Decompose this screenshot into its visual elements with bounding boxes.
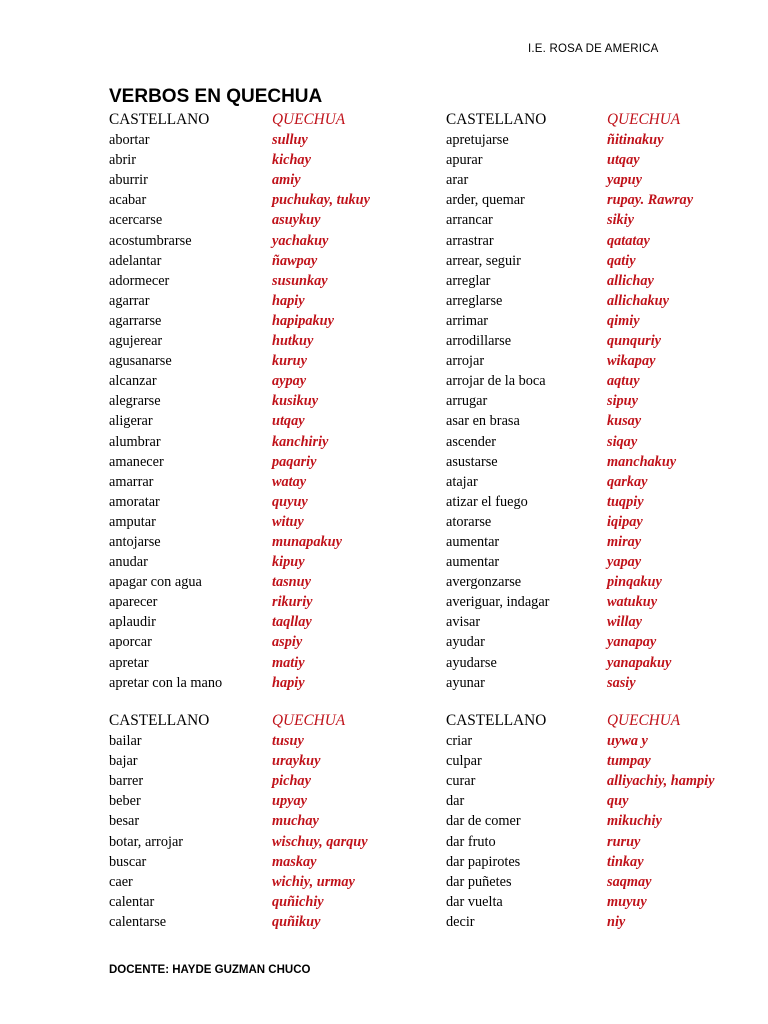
quechua-verb: yapuy [607, 172, 642, 189]
quechua-verb: utqay [272, 413, 305, 430]
castellano-verb: alumbrar [109, 433, 161, 450]
castellano-verb: aumentar [446, 533, 500, 550]
castellano-verb: dar puñetes [446, 873, 512, 890]
castellano-verb: ascender [446, 433, 497, 450]
quechua-verb: miray [607, 533, 642, 550]
castellano-verb: dar fruto [446, 833, 496, 850]
castellano-verb: arrear, seguir [446, 252, 521, 269]
quechua-verb: paqariy [272, 453, 317, 470]
quechua-verb: wischuy, qarquy [272, 833, 368, 850]
castellano-verb: aparecer [109, 594, 158, 611]
quechua-verb: kusay [607, 413, 642, 430]
castellano-verb: arrimar [446, 312, 489, 329]
castellano-verb: beber [109, 793, 141, 810]
quechua-verb: sikiy [607, 212, 635, 229]
quechua-verb: tinkay [607, 853, 644, 870]
quechua-verb: allichay [607, 272, 654, 289]
castellano-verb: bajar [109, 753, 138, 770]
castellano-verb: arrojar de la boca [446, 373, 546, 390]
castellano-verb: asustarse [446, 453, 498, 470]
quechua-verb: hapipakuy [272, 312, 334, 329]
castellano-verb: amputar [109, 513, 156, 530]
castellano-verb: buscar [109, 853, 147, 870]
castellano-verb: atorarse [446, 513, 492, 530]
castellano-verb: acercarse [109, 212, 163, 229]
quechua-verb: hapiy [272, 292, 305, 309]
castellano-verb: apretar con la mano [109, 674, 223, 691]
column-header-castellano: CASTELLANO [446, 111, 547, 128]
castellano-verb: arrojar [446, 353, 485, 370]
quechua-verb: amiy [272, 172, 301, 189]
quechua-verb: pinqakuy [607, 574, 662, 591]
quechua-verb: wichiy, urmay [272, 873, 355, 890]
castellano-verb: avergonzarse [446, 574, 522, 591]
castellano-verb: averiguar, indagar [446, 594, 550, 611]
quechua-verb: muchay [272, 813, 319, 830]
castellano-verb: calentar [109, 893, 155, 910]
castellano-verb: apagar con agua [109, 574, 202, 591]
quechua-verb: kuruy [272, 353, 307, 370]
quechua-verb: quñichiy [272, 893, 324, 910]
quechua-verb: wikapay [607, 353, 656, 370]
quechua-verb: qarkay [607, 473, 648, 490]
quechua-verb: qatatay [607, 232, 650, 249]
quechua-verb: saqmay [607, 873, 652, 890]
castellano-verb: abrir [109, 152, 136, 169]
castellano-verb: aligerar [109, 413, 153, 430]
quechua-verb: rikuriy [272, 594, 313, 611]
quechua-verb: willay [607, 614, 642, 631]
quechua-verb: hapiy [272, 674, 305, 691]
castellano-verb: agarrar [109, 292, 150, 309]
quechua-verb: wituy [272, 513, 304, 530]
column-header-quechua: QUECHUA [272, 712, 346, 729]
castellano-verb: dar vuelta [446, 893, 503, 910]
castellano-verb: atizar el fuego [446, 493, 528, 510]
quechua-verb: kusikuy [272, 393, 319, 410]
school-name: I.E. ROSA DE AMERICA [528, 43, 659, 55]
quechua-verb: pichay [272, 773, 311, 790]
quechua-verb: qunquriy [607, 333, 662, 350]
quechua-verb: taqllay [272, 614, 312, 631]
quechua-verb: kanchiriy [272, 433, 329, 450]
castellano-verb: acabar [109, 192, 147, 209]
quechua-verb: quñikuy [272, 913, 321, 930]
castellano-verb: adelantar [109, 252, 162, 269]
quechua-verb: uraykuy [272, 753, 321, 770]
quechua-verb: tasnuy [272, 574, 311, 591]
castellano-verb: aburrir [109, 172, 148, 189]
quechua-verb: yanapay [607, 634, 657, 651]
quechua-verb: asuykuy [272, 212, 321, 229]
castellano-verb: dar [446, 793, 465, 810]
castellano-verb: arrodillarse [446, 333, 512, 350]
castellano-verb: besar [109, 813, 140, 830]
castellano-verb: aporcar [109, 634, 152, 651]
castellano-verb: dar de comer [446, 813, 521, 830]
castellano-verb: adormecer [109, 272, 170, 289]
column-header-castellano: CASTELLANO [446, 712, 547, 729]
quechua-verb: allichakuy [607, 292, 669, 309]
quechua-verb: utqay [607, 152, 640, 169]
quechua-verb: ñawpay [272, 252, 318, 269]
quechua-verb: sulluy [272, 132, 308, 149]
column-header-quechua: QUECHUA [272, 111, 346, 128]
castellano-verb: avisar [446, 614, 481, 631]
castellano-verb: apretujarse [446, 132, 509, 149]
quechua-verb: qimiy [607, 312, 640, 329]
quechua-verb: ruruy [607, 833, 641, 850]
castellano-verb: arrugar [446, 393, 488, 410]
castellano-verb: barrer [109, 773, 144, 790]
castellano-verb: arar [446, 172, 469, 189]
quechua-verb: tumpay [607, 753, 651, 770]
column-header-quechua: QUECHUA [607, 111, 681, 128]
castellano-verb: caer [109, 873, 133, 890]
column-header-castellano: CASTELLANO [109, 712, 210, 729]
castellano-verb: antojarse [109, 533, 161, 550]
column-header-castellano: CASTELLANO [109, 111, 210, 128]
castellano-verb: apurar [446, 152, 483, 169]
quechua-verb: watukuy [607, 594, 658, 611]
castellano-verb: asar en brasa [446, 413, 520, 430]
castellano-verb: acostumbrarse [109, 232, 192, 249]
column-header-quechua: QUECHUA [607, 712, 681, 729]
quechua-verb: upyay [272, 793, 307, 810]
quechua-verb: kipuy [272, 554, 305, 571]
castellano-verb: ayunar [446, 674, 485, 691]
quechua-verb: aypay [272, 373, 307, 390]
castellano-verb: atajar [446, 473, 478, 490]
quechua-verb: quy [607, 793, 629, 810]
quechua-verb: ñitinakuy [607, 132, 664, 149]
castellano-verb: alcanzar [109, 373, 157, 390]
castellano-verb: curar [446, 773, 476, 790]
teacher-footer: DOCENTE: HAYDE GUZMAN CHUCO [109, 964, 311, 976]
page-title: VERBOS EN QUECHUA [109, 86, 323, 107]
quechua-verb: muyuy [607, 893, 647, 910]
castellano-verb: agarrarse [109, 312, 162, 329]
quechua-verb: susunkay [272, 272, 328, 289]
castellano-verb: culpar [446, 753, 482, 770]
quechua-verb: yanapakuy [607, 654, 672, 671]
quechua-verb: sasiy [607, 674, 636, 691]
castellano-verb: decir [446, 913, 475, 930]
quechua-verb: alliyachiy, hampiy [607, 773, 715, 790]
quechua-verb: sipuy [607, 393, 638, 410]
quechua-verb: rupay. Rawray [607, 192, 694, 209]
castellano-verb: abortar [109, 132, 150, 149]
castellano-verb: arder, quemar [446, 192, 525, 209]
castellano-verb: amoratar [109, 493, 160, 510]
quechua-verb: tusuy [272, 733, 304, 750]
quechua-verb: siqay [607, 433, 638, 450]
quechua-verb: manchakuy [607, 453, 677, 470]
quechua-verb: niy [607, 913, 626, 930]
quechua-verb: munapakuy [272, 533, 342, 550]
quechua-verb: quyuy [272, 493, 308, 510]
castellano-verb: arrastrar [446, 232, 494, 249]
quechua-verb: puchukay, tukuy [272, 192, 370, 209]
castellano-verb: calentarse [109, 913, 167, 930]
castellano-verb: amanecer [109, 453, 164, 470]
quechua-verb: kichay [272, 152, 311, 169]
quechua-verb: watay [272, 473, 307, 490]
quechua-verb: hutkuy [272, 333, 314, 350]
castellano-verb: anudar [109, 554, 148, 571]
quechua-verb: aqtuy [607, 373, 640, 390]
castellano-verb: alegrarse [109, 393, 161, 410]
castellano-verb: ayudar [446, 634, 485, 651]
castellano-verb: agusanarse [109, 353, 172, 370]
castellano-verb: dar papirotes [446, 853, 521, 870]
quechua-verb: maskay [272, 853, 317, 870]
castellano-verb: ayudarse [446, 654, 497, 671]
castellano-verb: amarrar [109, 473, 154, 490]
castellano-verb: criar [446, 733, 473, 750]
quechua-verb: matiy [272, 654, 305, 671]
quechua-verb: aspiy [272, 634, 303, 651]
castellano-verb: agujerear [109, 333, 163, 350]
castellano-verb: aplaudir [109, 614, 156, 631]
castellano-verb: arreglarse [446, 292, 503, 309]
quechua-verb: iqipay [607, 513, 643, 530]
castellano-verb: aumentar [446, 554, 500, 571]
quechua-verb: uywa y [607, 733, 648, 750]
castellano-verb: arrancar [446, 212, 493, 229]
castellano-verb: arreglar [446, 272, 491, 289]
quechua-verb: yachakuy [272, 232, 329, 249]
castellano-verb: botar, arrojar [109, 833, 184, 850]
quechua-verb: qatiy [607, 252, 636, 269]
quechua-verb: mikuchiy [607, 813, 662, 830]
quechua-verb: tuqpiy [607, 493, 644, 510]
quechua-verb: yapay [607, 554, 642, 571]
castellano-verb: apretar [109, 654, 149, 671]
castellano-verb: bailar [109, 733, 142, 750]
